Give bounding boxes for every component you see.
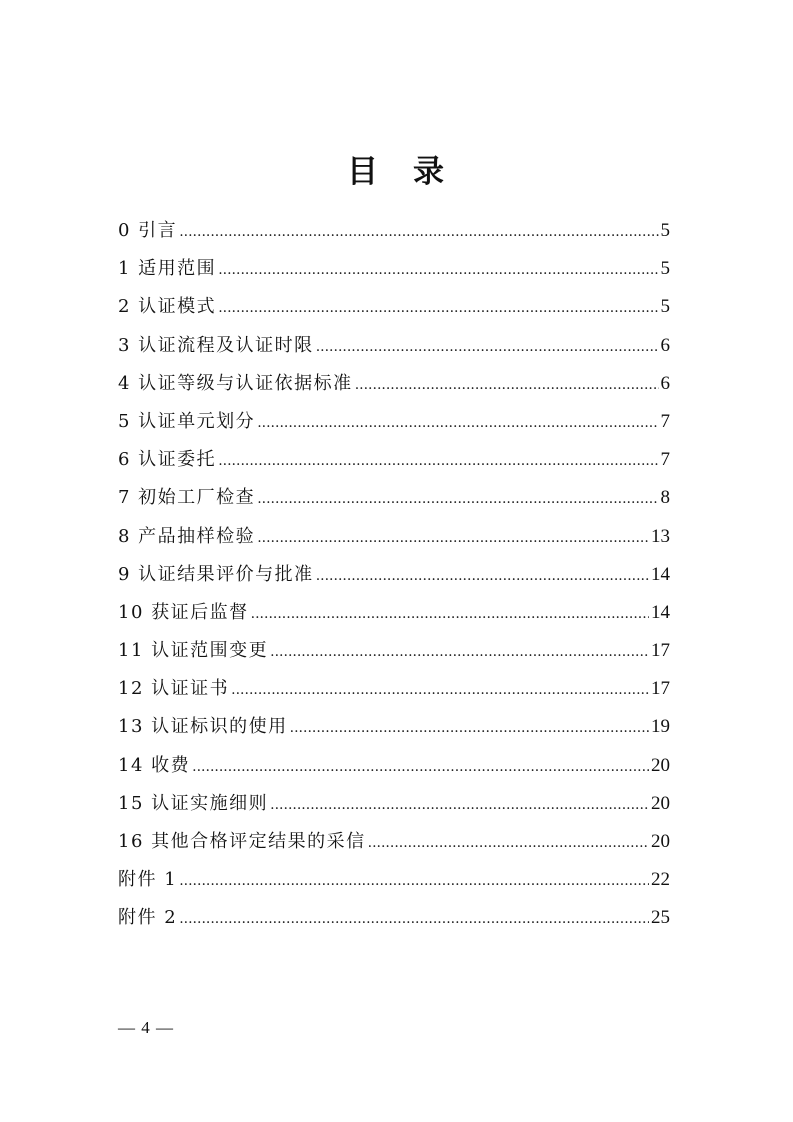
toc-entry-label: 6 认证委托	[118, 449, 217, 471]
toc-entry-label: 8 产品抽样检验	[118, 525, 256, 547]
page-number-footer: — 4 —	[118, 1018, 174, 1037]
toc-entry-label: 3 认证流程及认证时限	[118, 334, 314, 356]
toc-dot-leader	[257, 519, 649, 557]
toc-page-number: 25	[651, 907, 670, 929]
toc-page-number: 20	[651, 792, 670, 814]
toc-page-number: 20	[651, 754, 670, 776]
toc-entry-label: 0 引言	[118, 220, 178, 241]
toc-entry[interactable]	[118, 327, 670, 365]
toc-page-number: 13	[651, 525, 670, 547]
page-title: 目 录	[347, 154, 446, 190]
toc-entry[interactable]	[118, 785, 670, 823]
toc-dot-leader	[179, 862, 649, 900]
toc-entry-label: 12 认证证书	[118, 678, 230, 700]
toc-entry-label: 2 认证模式	[118, 296, 217, 318]
toc-dot-leader	[192, 748, 649, 786]
toc-entry[interactable]	[118, 899, 670, 937]
toc-entry[interactable]	[118, 747, 670, 785]
toc-dot-leader	[231, 671, 649, 709]
toc-dot-leader	[257, 480, 658, 518]
toc-dot-leader	[270, 786, 649, 824]
toc-dot-leader	[355, 366, 659, 404]
toc-entry-label: 附件 1	[118, 869, 178, 891]
toc-entry-label: 9 认证结果评价与批准	[118, 563, 314, 585]
toc-entry[interactable]	[118, 518, 670, 556]
toc-dot-leader	[270, 633, 649, 671]
toc-page-number: 7	[660, 410, 670, 432]
toc-dot-leader	[179, 900, 649, 938]
toc-page-number: 6	[660, 334, 670, 356]
toc-entry-label: 7 初始工厂检查	[118, 487, 256, 509]
toc-page-number: 17	[651, 678, 670, 700]
toc-entry-label: 5 认证单元划分	[118, 410, 256, 432]
toc-page-number: 8	[660, 487, 670, 509]
toc-entry[interactable]	[118, 288, 670, 326]
toc-entry[interactable]	[118, 594, 670, 632]
toc-page-number: 7	[660, 449, 670, 471]
toc-entry-label: 16 其他合格评定结果的采信	[118, 831, 366, 852]
toc-dot-leader	[218, 251, 658, 289]
toc-page-number: 6	[660, 372, 670, 394]
toc-entry[interactable]	[118, 823, 670, 861]
toc-page-number: 14	[651, 601, 670, 623]
toc-entry[interactable]	[118, 250, 670, 288]
toc-dot-leader	[368, 824, 649, 862]
toc-entry[interactable]	[118, 670, 670, 708]
toc-page-number: 17	[651, 640, 670, 662]
toc-dot-leader	[218, 289, 658, 327]
toc-dot-leader	[257, 404, 658, 442]
toc-entry[interactable]	[118, 441, 670, 479]
toc-entry[interactable]	[118, 479, 670, 517]
toc-dot-leader	[316, 557, 649, 595]
toc-page-number: 22	[651, 869, 670, 891]
toc-dot-leader	[179, 213, 658, 251]
toc-entry-label: 14 收费	[118, 754, 191, 776]
toc-entry-label: 4 认证等级与认证依据标准	[118, 372, 353, 394]
toc-dot-leader	[316, 328, 659, 366]
toc-page-number: 5	[660, 220, 670, 241]
toc-page-number: 19	[651, 716, 670, 738]
toc-dot-leader	[251, 595, 649, 633]
toc-entry[interactable]	[118, 212, 670, 250]
toc-entry-label: 13 认证标识的使用	[118, 716, 288, 738]
toc-page-number: 5	[660, 296, 670, 318]
toc-entry-label: 11 认证范围变更	[118, 640, 269, 662]
toc-entry-label: 附件 2	[118, 907, 178, 929]
toc-page-number: 20	[651, 831, 670, 852]
toc-entry[interactable]	[118, 556, 670, 594]
toc-entry[interactable]	[118, 403, 670, 441]
toc-page-number: 14	[651, 563, 670, 585]
toc-entry-label: 10 获证后监督	[118, 601, 249, 623]
toc-entry[interactable]	[118, 861, 670, 899]
toc-entry[interactable]	[118, 708, 670, 746]
table-of-contents	[118, 212, 670, 938]
toc-entry-label: 15 认证实施细则	[118, 792, 269, 814]
toc-dot-leader	[290, 709, 649, 747]
toc-entry[interactable]	[118, 365, 670, 403]
toc-page-number: 5	[660, 258, 670, 280]
toc-entry[interactable]	[118, 632, 670, 670]
toc-dot-leader	[218, 442, 658, 480]
toc-entry-label: 1 适用范围	[118, 258, 217, 280]
